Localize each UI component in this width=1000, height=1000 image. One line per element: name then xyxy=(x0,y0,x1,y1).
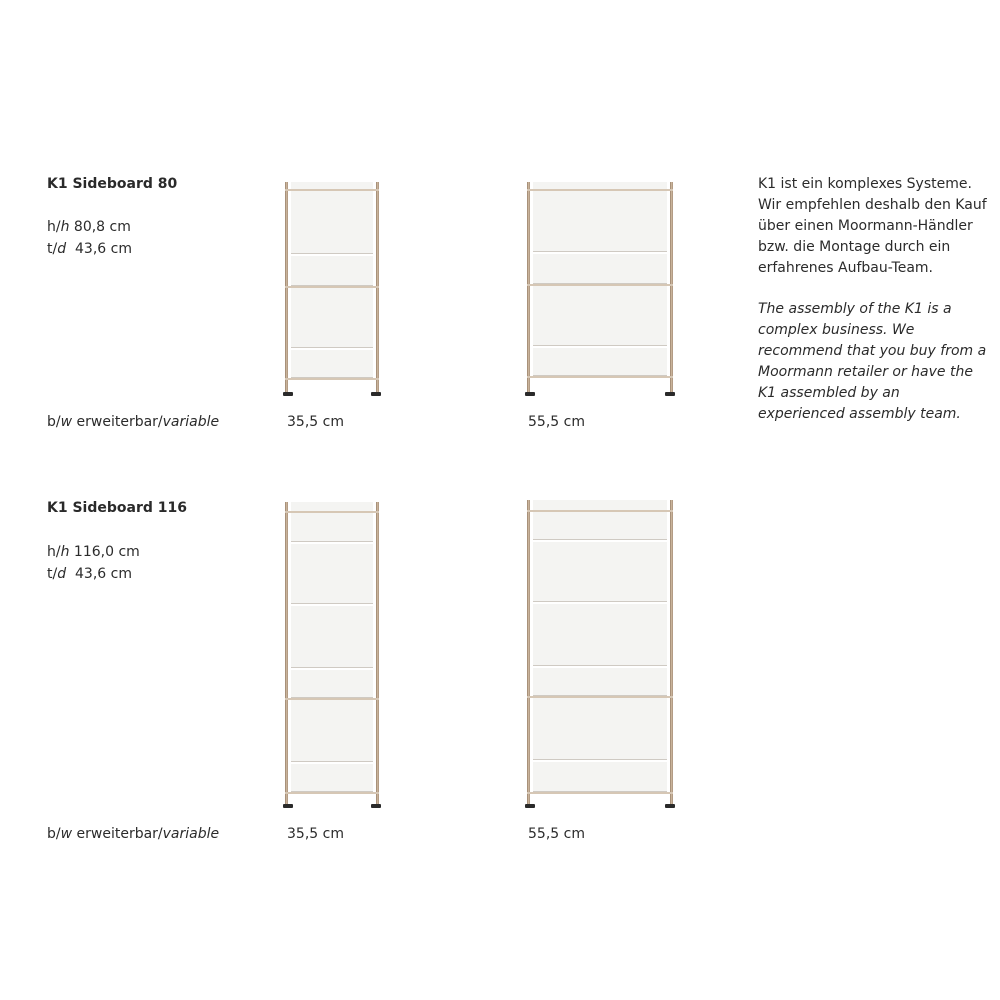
panel xyxy=(291,288,373,348)
height-value: 80,8 cm xyxy=(73,219,131,235)
depth-label: t/ xyxy=(47,566,58,582)
panel xyxy=(291,764,373,792)
assembly-notes xyxy=(758,174,988,425)
sideboard-116-wide-drawing xyxy=(527,500,673,808)
section-1-width-narrow: 35,5 cm xyxy=(287,414,344,430)
foot xyxy=(371,392,381,396)
post-left xyxy=(285,502,288,808)
rail xyxy=(527,696,673,698)
width-label: b/ xyxy=(47,414,61,430)
section-2-title: K1 Sideboard 116 xyxy=(47,500,187,516)
width-label-en: w xyxy=(60,414,73,430)
panel xyxy=(533,254,667,284)
section-2-width-label xyxy=(47,826,219,842)
depth-label-en: d xyxy=(57,566,67,582)
rail xyxy=(527,189,673,191)
panel xyxy=(533,286,667,346)
post-left xyxy=(527,182,530,396)
sideboard-80-wide-drawing xyxy=(527,182,673,396)
section-1-width-wide: 55,5 cm xyxy=(528,414,585,430)
panel xyxy=(291,670,373,698)
foot xyxy=(665,804,675,808)
panel xyxy=(533,182,667,252)
rail xyxy=(285,511,379,513)
panel xyxy=(533,542,667,602)
panel xyxy=(533,604,667,666)
width-value-en: variable xyxy=(162,826,220,842)
panel xyxy=(291,502,373,542)
foot xyxy=(371,804,381,808)
height-label: h/ xyxy=(47,544,61,560)
panel xyxy=(533,762,667,792)
rail xyxy=(285,698,379,700)
panel xyxy=(291,606,373,668)
post-right xyxy=(376,502,379,808)
width-value: erweiterbar/ xyxy=(76,826,163,842)
width-label-en: w xyxy=(60,826,73,842)
rail xyxy=(285,378,379,380)
height-value: 116,0 cm xyxy=(73,544,140,560)
section-1-width-label xyxy=(47,414,219,430)
rail xyxy=(527,376,673,378)
panel xyxy=(533,698,667,760)
foot xyxy=(665,392,675,396)
panel xyxy=(533,668,667,696)
height-label: h/ xyxy=(47,219,61,235)
panel xyxy=(291,350,373,378)
rail xyxy=(285,189,379,191)
post-left xyxy=(285,182,288,396)
post-left xyxy=(527,500,530,808)
depth-value: 43,6 cm xyxy=(75,241,132,257)
note-german: K1 ist ein komplexes Systeme. Wir empfehlen deshalb den Kauf über einen Moormann-Händler bzw. die Montage durch ein erfahrenes Aufbau-Team. xyxy=(758,176,987,276)
panel xyxy=(291,700,373,762)
section-2-height xyxy=(47,541,140,563)
sideboard-116-narrow-drawing xyxy=(285,502,379,808)
panel xyxy=(533,348,667,376)
foot xyxy=(525,804,535,808)
panel xyxy=(291,544,373,604)
depth-label: t/ xyxy=(47,241,58,257)
foot xyxy=(525,392,535,396)
depth-label-en: d xyxy=(57,241,67,257)
post-right xyxy=(670,182,673,396)
post-right xyxy=(376,182,379,396)
panel xyxy=(291,182,373,254)
section-1-title: K1 Sideboard 80 xyxy=(47,176,178,192)
panel xyxy=(533,500,667,540)
sideboard-80-narrow-drawing xyxy=(285,182,379,396)
section-2-width-narrow: 35,5 cm xyxy=(287,826,344,842)
section-2-depth xyxy=(47,563,132,585)
section-1-height xyxy=(47,216,131,238)
foot xyxy=(283,392,293,396)
width-label: b/ xyxy=(47,826,61,842)
width-value: erweiterbar/ xyxy=(76,414,163,430)
section-2-width-wide: 55,5 cm xyxy=(528,826,585,842)
rail xyxy=(285,286,379,288)
width-value-en: variable xyxy=(162,414,220,430)
panel xyxy=(291,256,373,286)
post-right xyxy=(670,500,673,808)
foot xyxy=(283,804,293,808)
rail xyxy=(527,510,673,512)
section-1-depth xyxy=(47,238,132,260)
rail xyxy=(527,284,673,286)
rail xyxy=(285,792,379,794)
depth-value: 43,6 cm xyxy=(75,566,132,582)
height-label-en: h xyxy=(60,219,70,235)
note-english: The assembly of the K1 is a complex business. We recommend that you buy from a Moormann retailer or have the K1 assembled by an experienced assembly team. xyxy=(758,301,987,422)
height-label-en: h xyxy=(60,544,70,560)
rail xyxy=(527,792,673,794)
